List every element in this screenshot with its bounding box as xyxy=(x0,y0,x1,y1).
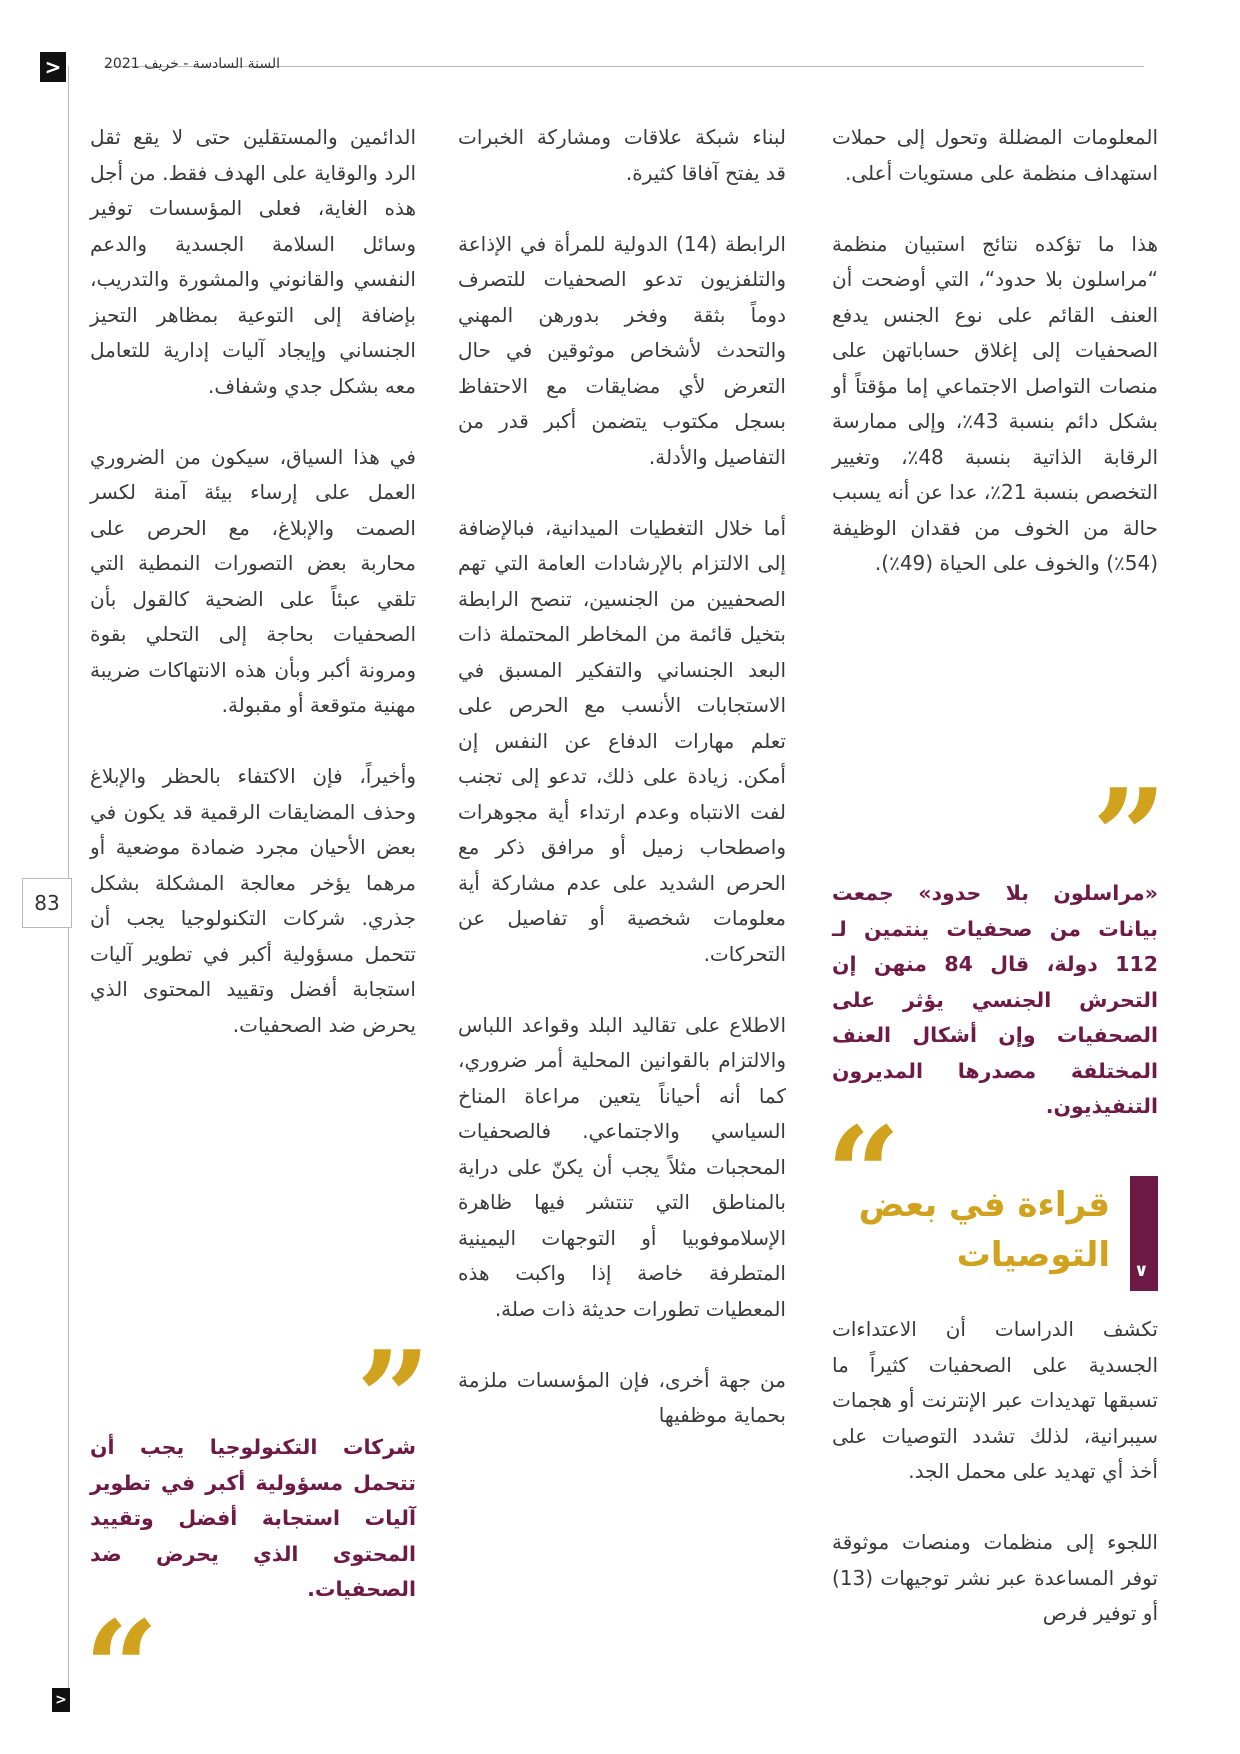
column-middle xyxy=(458,120,786,1469)
paragraph: من جهة أخرى، فإن المؤسسات ملزمة بحماية موظفيها xyxy=(458,1367,786,1427)
issue-text: السنة السادسة - خريف 2021 xyxy=(104,56,281,72)
paragraph: هذا ما تؤكده نتائج استبيان منظمة “مراسلون بلا حدود“، التي أوضحت أن العنف القائم على نوع الجنس يدفع الصحفيات إلى إغلاق حساباتهن على منصات التواصل الاجتماعي إما مؤقتاً أو بشكل دائم بنسبة 43٪، وإلى ممارسة الرقابة الذاتية بنسبة 48٪، وتغيير التخصص بنسبة 21٪، عدا عن أنه يسبب حالة من الخوف من فقدان الوظيفة (54٪) والخوف على الحياة (49٪). xyxy=(832,231,1159,575)
column-left xyxy=(90,120,416,1079)
chevron-down-icon: ∨ xyxy=(1134,1260,1149,1281)
paragraph: الرابطة (14) الدولية للمرأة في الإذاعة والتلفزيون تدعو الصحفيات للتصرف دوماً بثقة وفخر بدورهن المهني والتحدث لأشخاص موثوقين في حال التعرض لأي مضايقات مع الاحتفاظ بسجل مكتوب يتضمن أكبر قدر من التفاصيل والأدلة. xyxy=(458,231,786,469)
opening-quote-icon: “ xyxy=(84,1592,159,1745)
closing-quote-icon: ” xyxy=(1092,760,1167,913)
nav-arrow-top[interactable]: > xyxy=(40,52,66,82)
paragraph: أما خلال التغطيات الميدانية، فبالإضافة إلى الالتزام بالإرشادات العامة التي تهم الصحفيين من الجنسين، تنصح الرابطة بتخيل قائمة من المخاطر المحتملة ذات البعد الجنساني والتفكير المسبق في الاستجابات الأنسب مع الحرص على تعلم مهارات الدفاع عن النفس إن أمكن. زيادة على ذلك، تدعو إلى تجنب لفت الانتباه وعدم ارتداء أية مجوهرات واصطحاب زميل أو مرافق ذكر مع الحرص الشديد على عدم مشاركة أية معلومات شخصية أو تفاصيل عن التحركات. xyxy=(458,515,786,966)
paragraph: في هذا السياق، سيكون من الضروري العمل على إرساء بيئة آمنة لكسر الصمت والإبلاغ، مع الحرص على محاربة بعض التصورات النمطية التي تلقي عبئاً على الضحية كالقول بأن الصحفيات بحاجة إلى التحلي بقوة ومرونة أكبر وبأن هذه الانتهاكات ضريبة مهنية متوقعة أو مقبولة. xyxy=(90,444,416,717)
page-number: 83 xyxy=(22,878,72,928)
pull-quote-right: «مراسلون بلا حدود» جمعت بيانات من صحفيات ينتمين لـ 112 دولة، قال 84 منهن إن التحرش الجنسي يؤثر على الصحفيات وإن أشكال العنف المختلفة مصدرها المديرون التنفيذيون. xyxy=(832,881,1158,1118)
paragraph: اللجوء إلى منظمات ومنصات موثوقة توفر المساعدة عبر نشر توجيهات (13) أو توفير فرص xyxy=(832,1530,1158,1625)
opening-quote-icon: “ xyxy=(826,1098,901,1251)
pull-quote-left: شركات التكنولوجيا يجب أن تتحمل مسؤولية أكبر في تطوير آليات استجابة أفضل وتقييد المحتوى الذي يحرض ضد الصحفيات. xyxy=(90,1435,416,1601)
closing-quote-icon: ” xyxy=(356,1322,431,1475)
column-right-top xyxy=(832,120,1158,617)
paragraph: وأخيراً، فإن الاكتفاء بالحظر والإبلاغ وحذف المضايقات الرقمية قد يكون في بعض الأحيان مجرد ضمادة موضعية أو مرهما يؤخر معالجة المشكلة بشكل جذري. شركات التكنولوجيا يجب أن تتحمل مسؤولية أكبر في تطوير آليات استجابة أفضل وتقييد المحتوى الذي يحرض ضد الصحفيات. xyxy=(90,764,416,1037)
paragraph: الدائمين والمستقلين حتى لا يقع ثقل الرد والوقاية على الهدف فقط. من أجل هذه الغاية، فعلى المؤسسات توفير وسائل السلامة الجسدية والدعم النفسي والقانوني والمشورة والتدريب، بإضافة إلى التوعية بمظاهر التحيز الجنساني وإيجاد آليات إدارية للتعامل معه بشكل جدي وشفاف. xyxy=(90,125,416,398)
paragraph: الاطلاع على تقاليد البلد وقواعد اللباس والالتزام بالقوانين المحلية أمر ضروري، كما أنه أحياناً يتعين مراعاة المناخ السياسي والاجتماعي. فالصحفيات المحجبات مثلاً يجب أن يكنّ على دراية بالمناطق التي تنتشر فيها ظاهرة الإسلاموفوبيا أو التوجهات اليمينية المتطرفة خاصة إذا واكبت هذه المعطيات تطورات حديثة ذات صلة. xyxy=(458,1012,786,1321)
nav-arrow-bottom[interactable]: > xyxy=(52,1688,70,1712)
column-right-bottom xyxy=(832,1312,1158,1667)
paragraph: لبناء شبكة علاقات ومشاركة الخبرات قد يفتح آفاقا كثيرة. xyxy=(458,125,786,185)
margin-rule-top xyxy=(68,66,69,878)
margin-rule-bottom xyxy=(68,928,69,1688)
section-title: قراءة في بعض التوصيات xyxy=(858,1185,1110,1275)
paragraph: تكشف الدراسات أن الاعتداءات الجسدية على الصحفيات كثيراً ما تسبقها تهديدات عبر الإنترنت أو هجمات سيبرانية، لذلك تشدد التوصيات على أخذ أي تهديد على محمل الجد. xyxy=(832,1317,1158,1483)
paragraph: المعلومات المضللة وتحول إلى حملات استهداف منظمة على مستويات أعلى. xyxy=(832,125,1158,185)
